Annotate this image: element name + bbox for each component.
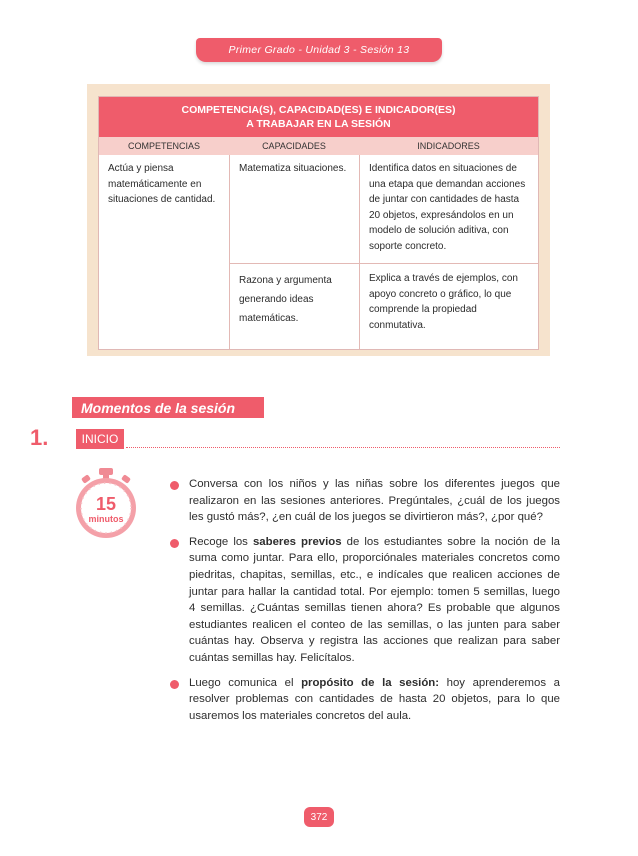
section-dotted-rule xyxy=(126,447,560,448)
bullet-text: Conversa con los niños y las niñas sobre los diferentes juegos que realizaron en las sesiones anteriores. Pregúntales, ¿cuál de los juegos les gustó más?, ¿en cuál de los juegos se divirtieron más?, ¿por qué? xyxy=(189,478,560,524)
bullet-bold-text: propósito de la sesión: xyxy=(301,676,440,689)
table-body xyxy=(99,155,538,349)
table-title-line2: A TRABAJAR EN LA SESIÓN xyxy=(246,118,391,130)
section-number: 1. xyxy=(30,425,49,450)
list-item xyxy=(168,476,560,526)
competencia-cell: Actúa y piensa matemáticamente en situaciones de cantidad. xyxy=(108,163,216,205)
momentos-heading xyxy=(72,397,264,418)
timer-unit: minutos xyxy=(88,514,124,524)
bullet-list xyxy=(168,476,560,732)
page-number: 372 xyxy=(304,807,334,827)
bullet-text: de los estudiantes sobre la noción de la suma como juntar. Para ello, proporciónales materiales concretos como piedritas, chapitas, semillas, etc., e indícales que realicen acciones de juntar para hallar la cantidad total. Por ejemplo: tomen 5 semillas, luego 4 semillas. ¿Cuántas semillas tienen ahora? Es probable que algunos estudiantes realicen el conteo de las semillas, o las junten para saber cuántas hay. Observa y registra las acciones que realizan para saber cuántas semillas hay. Felicítalos. xyxy=(189,535,560,664)
header-indicadores: INDICADORES xyxy=(417,141,480,151)
bullet-text: Luego comunica el xyxy=(189,676,302,689)
header-competencias: COMPETENCIAS xyxy=(127,141,200,151)
row-divider xyxy=(230,263,538,264)
list-item xyxy=(168,534,560,667)
bullet-dot-icon xyxy=(170,481,179,490)
bullet-dot-icon xyxy=(170,680,179,689)
competencias-table xyxy=(98,96,539,350)
bullet-bold-text: saberes previos xyxy=(252,535,342,548)
bullet-dot-icon xyxy=(170,539,179,548)
bullet-text: hoy aprenderemos a resolver problemas con cantidades de hasta 20 objetos, para lo que usaremos los materiales concretos del aula. xyxy=(189,676,560,722)
momentos-title: Momentos de la sesión xyxy=(81,399,236,416)
timer-badge xyxy=(74,466,138,540)
bullet-text: Recoge los xyxy=(189,535,253,548)
indicador-cell: Identifica datos en situaciones de una etapa que demandan acciones de juntar con cantidades de hasta 20 objetos, expresándolos en un modelo de solución aditiva, con soporte concreto. xyxy=(369,163,526,252)
table-title-line1: COMPETENCIA(S), CAPACIDAD(ES) E INDICADOR(ES) xyxy=(181,104,456,116)
capacidad-cell: Matematiza situaciones. xyxy=(239,163,347,174)
list-item xyxy=(168,675,560,725)
header-title: Primer Grado - Unidad 3 - Sesión 13 xyxy=(228,44,410,56)
capacidad-cell: Razona y argumenta generando ideas matemáticas. xyxy=(239,275,332,324)
indicador-cell: Explica a través de ejemplos, con apoyo concreto o gráfico, lo que comprende la propiedad conmutativa. xyxy=(369,273,518,331)
header-banner xyxy=(196,38,442,62)
table-header-row xyxy=(99,137,538,155)
table-title xyxy=(99,97,538,137)
header-capacidades: CAPACIDADES xyxy=(262,141,326,151)
section-label: INICIO xyxy=(76,429,124,449)
timer-value: 15 xyxy=(95,494,117,514)
